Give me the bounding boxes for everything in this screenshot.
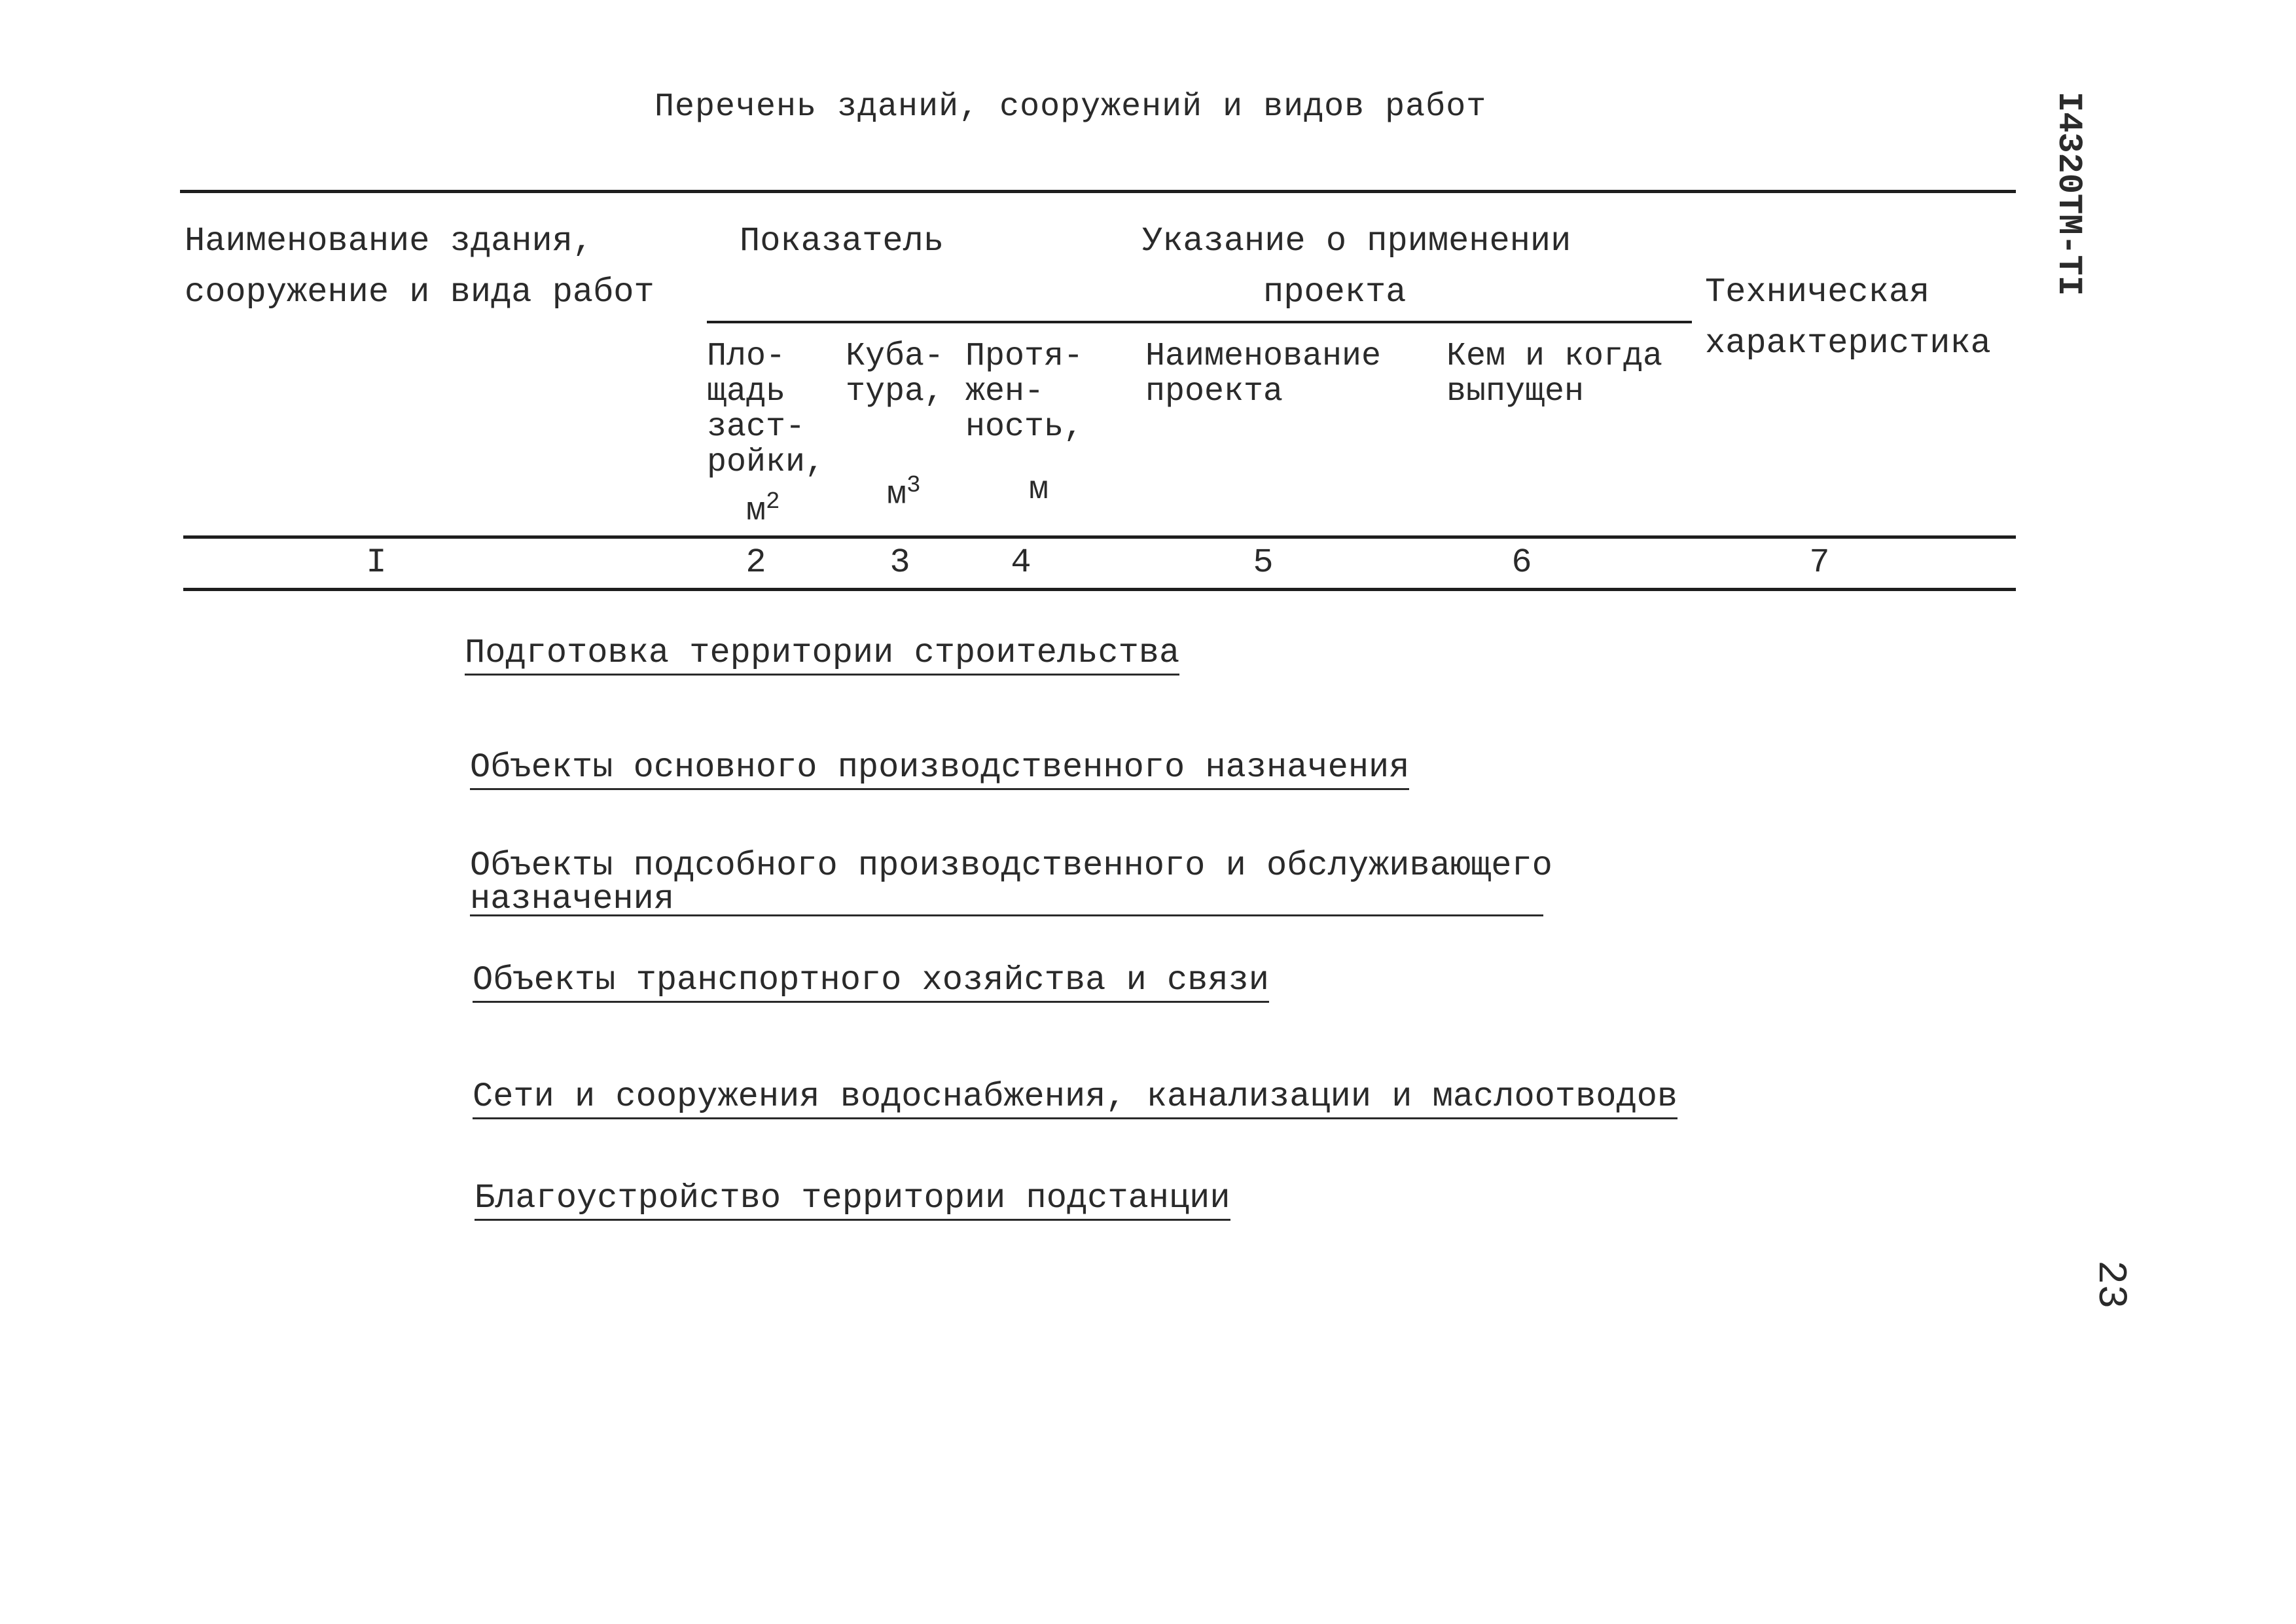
subheader-length: Протя- жен- ность, xyxy=(965,338,1084,446)
header-indicator-group: Показатель xyxy=(740,222,944,261)
column-number-4: 4 xyxy=(1011,543,1031,582)
subheader-project-name: Наименование проекта xyxy=(1145,338,1382,410)
header-application-group-line2: проекта xyxy=(1263,273,1407,312)
column-number-1: I xyxy=(366,543,387,582)
document-reference: I4320ТМ-ТI xyxy=(2049,92,2088,297)
section-heading: Объекты подсобного производственного и обслуживающего назначения xyxy=(470,846,1552,918)
column-number-5: 5 xyxy=(1253,543,1274,582)
subheader-volume-unit: $м^3$ xyxy=(887,472,921,514)
subheader-area: Пло- щадь заст- ройки, xyxy=(707,338,825,481)
section-heading: Сети и сооружения водоснабжения, канализации и маслоотводов xyxy=(473,1079,1677,1115)
subheader-volume: Куба- тура, xyxy=(846,338,944,410)
header-building-name xyxy=(185,216,655,318)
column-number-3: 3 xyxy=(889,543,910,582)
section-heading: Объекты транспортного хозяйства и связи xyxy=(473,962,1269,999)
header-application-group-line1: Указание о применении xyxy=(1142,222,1571,261)
document-title: Перечень зданий, сооружений и видов работ xyxy=(655,88,1487,126)
subheader-issued-by: Кем и когда выпущен xyxy=(1446,338,1663,410)
header-bottom-rule xyxy=(183,535,2016,539)
header-tech-line1: Техническая xyxy=(1705,273,1930,312)
column-number-2: 2 xyxy=(745,543,766,582)
header-tech-line2: характеристика xyxy=(1705,324,1991,363)
section-heading: Подготовка территории строительства xyxy=(465,635,1179,672)
table-top-rule xyxy=(180,190,2016,193)
group-subrule xyxy=(707,321,1692,323)
column-number-7: 7 xyxy=(1809,543,1830,582)
section-heading: Объекты основного производственного назначения xyxy=(470,749,1409,786)
column-number-6: 6 xyxy=(1511,543,1532,582)
page-number: 23 xyxy=(2087,1260,2134,1309)
header-technical-characteristic xyxy=(1705,267,1991,369)
subheader-length-unit: м xyxy=(1029,471,1049,509)
column-numbers-bottom-rule xyxy=(183,588,2016,591)
header-building-name-line2: сооружение и вида работ xyxy=(185,273,655,312)
section-heading: Благоустройство территории подстанции xyxy=(475,1180,1230,1217)
header-building-name-line1: Наименование здания, xyxy=(185,222,594,261)
subheader-area-unit: $м^2$ xyxy=(746,488,780,530)
